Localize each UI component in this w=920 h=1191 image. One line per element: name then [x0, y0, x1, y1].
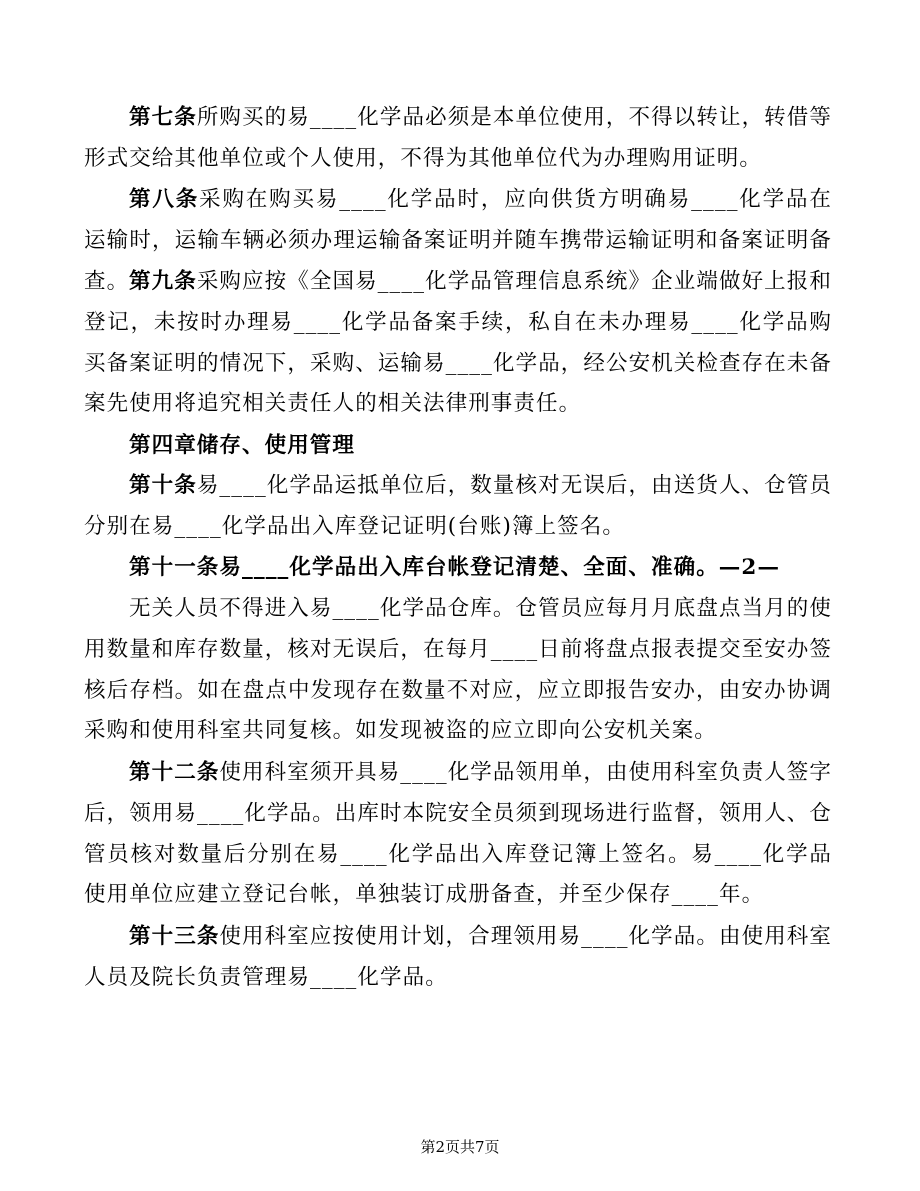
article-text: 易____化学品运抵单位后，数量核对无误后，由送货人、仓管员分别在易____化学品出入库登记证明(台账)簿上签名。: [84, 473, 832, 539]
article-label: 第十条: [129, 473, 197, 498]
article-11-body: [84, 589, 832, 752]
article-text: 采购应按《全国易____化学品管理信息系统》企业端做好上报和登记，未按时办理易____化学品备案手续，私自在未办理易____化学品购买备案证明的情况下，采购、运输易____化学品，经公安机关检查存在未备案先使用将追究相关责任人的相关法律刑事责任。: [84, 269, 833, 417]
article-text: 所购买的易____化学品必须是本单位使用，不得以转让，转借等形式交给其他单位或个人使用，不得为其他单位代为办理购用证明。: [84, 105, 832, 171]
article-label: 第十二条: [129, 760, 220, 785]
article-10: [84, 466, 832, 548]
article-text: 使用科室须开具易____化学品领用单，由使用科室负责人签字后，领用易____化学品。出库时本院安全员须到现场进行监督，领用人、仓管员核对数量后分别在易____化学品出入库登记簿上签名。易____化学品使用单位应建立登记台帐，单独装订成册备查，并至少保存____年。: [84, 760, 833, 908]
article-9: [84, 262, 832, 425]
article-7: [84, 98, 832, 180]
page-number: 第2页共7页: [420, 1138, 500, 1156]
article-text: 无关人员不得进入易____化学品仓库。仓管员应每月月底盘点当月的使用数量和库存数量，核对无误后，在每月____日前将盘点报表提交至安办签核后存档。如在盘点中发现存在数量不对应，应立即报告安办，由安办协调采购和使用科室共同复核。如发现被盗的应立即向公安机关案。: [84, 596, 833, 744]
article-label: 第九条: [129, 269, 197, 294]
article-11-heading: 第十一条易____化学品出入库台帐登记清楚、全面、准确。—2—: [129, 555, 781, 580]
article-12: [84, 753, 832, 916]
article-text: 采购在购买易____化学品时，应向供货方明确易____化学品在运输时，运输车辆必须办理运输备案证明并随车携带运输证明和备案证明备查。: [84, 187, 832, 294]
article-text: 使用科室应按使用计划，合理领用易____化学品。由使用科室人员及院长负责管理易____化学品。: [84, 924, 833, 990]
article-label: 第八条: [129, 187, 200, 212]
article-13: [84, 917, 832, 999]
article-label: 第七条: [129, 105, 197, 130]
chapter-heading: 第四章储存、使用管理: [129, 433, 356, 458]
article-label: 第十三条: [129, 924, 220, 949]
